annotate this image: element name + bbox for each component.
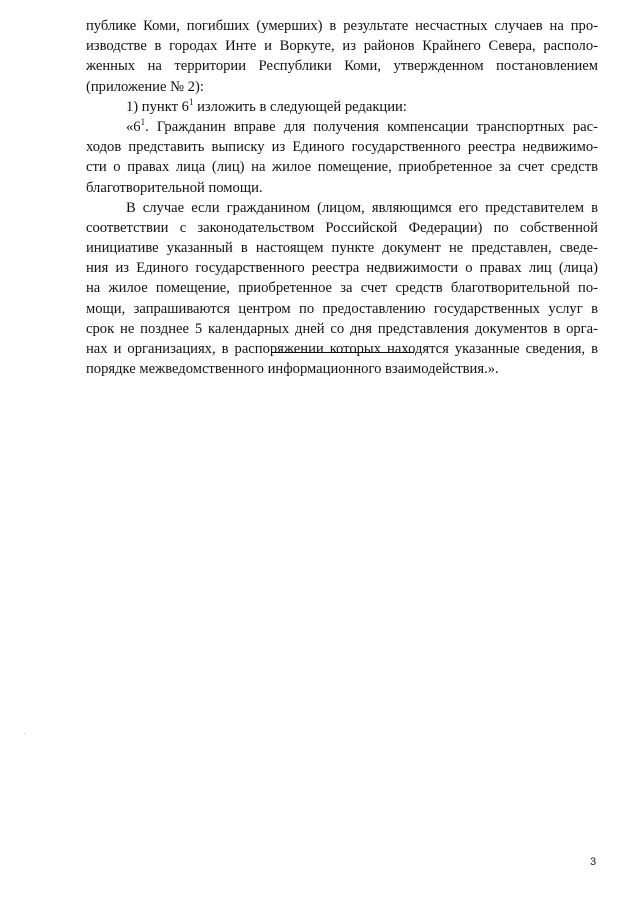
quote-line: ходов представить выписку из Единого государственного реестра недвижимо-: [86, 139, 598, 156]
document-body: [86, 16, 598, 379]
quote-line: сти о правах лица (лиц) на жилое помещение, приобретенное за счет средств: [86, 159, 598, 176]
paragraph-line: срок не позднее 5 календарных дней со дня представления документов в орга-: [86, 320, 598, 337]
paragraph-line: В случае если гражданином (лицом, являющимся его представителем в: [126, 199, 598, 216]
text-line: женных на территории Республики Коми, утвержденном постановлением: [86, 58, 598, 75]
end-rule: [271, 352, 414, 353]
paragraph-line: инициативе указанный в настоящем пункте документ не представлен, сведе-: [86, 240, 598, 257]
paragraph-line: соответствии с законодательством Российской Федерации) по собственной: [86, 219, 598, 236]
paragraph-line: порядке межведомственного информационного взаимодействия.».: [86, 361, 499, 378]
paragraph-line: ния из Единого государственного реестра недвижимости о правах лиц (лица): [86, 260, 598, 277]
item-1-prefix: 1) пункт 6: [126, 98, 189, 115]
quote-first-line: [86, 117, 598, 137]
text-line: публике Коми, погибших (умерших) в результате несчастных случаев на про-: [86, 18, 598, 34]
quote-first-rest: . Гражданин вправе для получения компенсации транспортных рас-: [145, 118, 598, 135]
scan-speck: [24, 733, 25, 734]
page-number: 3: [590, 856, 597, 868]
paragraph-line: мощи, запрашиваются центром по предоставлению государственных услуг в: [86, 300, 598, 317]
paragraph-line: нах и организациях, в распоряжении которых находятся указанные сведения, в: [86, 341, 598, 357]
paragraph-line: на жилое помещение, приобретенное за счет средств благотворительной по-: [86, 280, 598, 297]
text-line: (приложение № 2):: [86, 78, 204, 95]
item-1-superscript: 1: [188, 96, 194, 107]
text-line: изводстве в городах Инте и Воркуте, из районов Крайнего Севера, располо-: [86, 38, 598, 55]
item-1-suffix: изложить в следующей редакции:: [193, 98, 407, 115]
quote-prefix: «6: [126, 118, 141, 135]
quote-line: благотворительной помощи.: [86, 179, 263, 196]
quote-superscript: 1: [140, 116, 146, 127]
item-1-line: [86, 97, 598, 117]
